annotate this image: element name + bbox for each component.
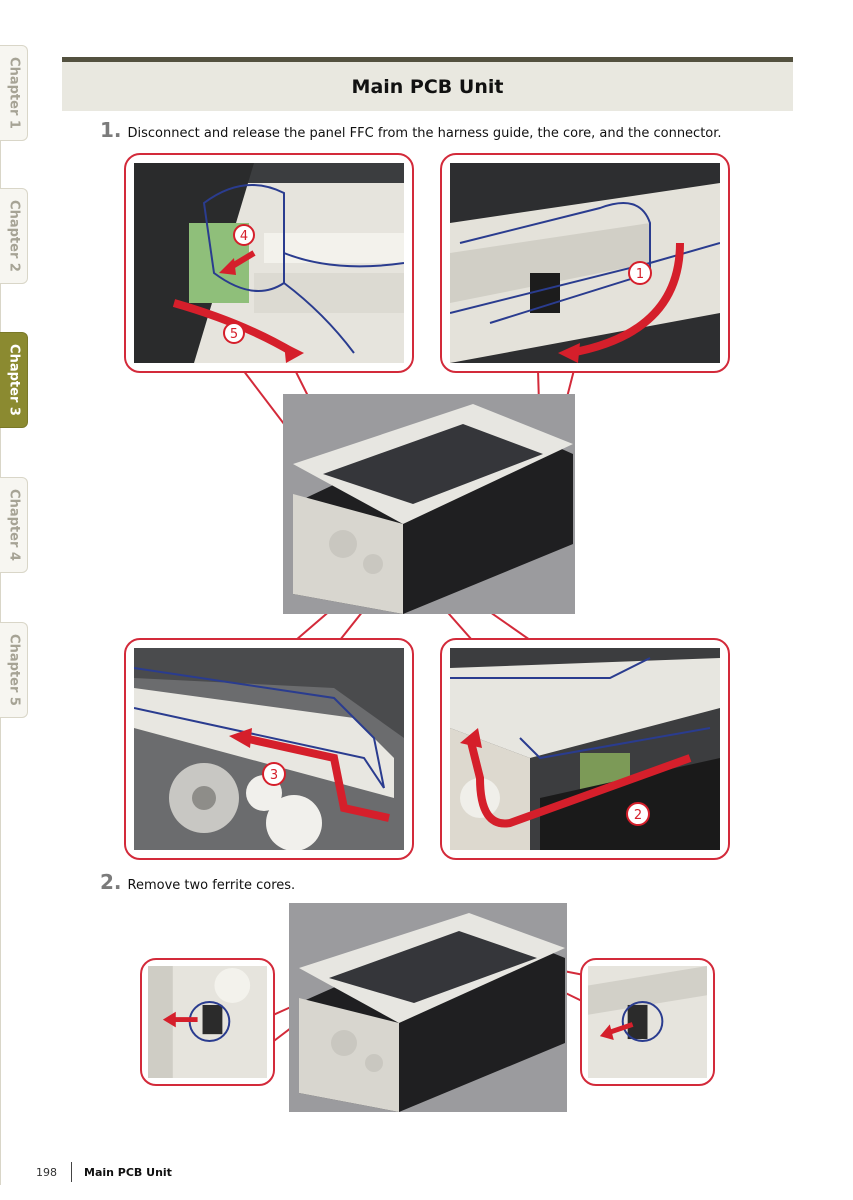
callout-2: 2 [633, 808, 643, 823]
step-text: Remove two ferrite cores. [127, 878, 296, 893]
tab-label: Chapter 2 [6, 200, 21, 272]
step-1 [100, 118, 722, 142]
photo-detail-core [124, 638, 414, 860]
tab-chapter-4[interactable] [0, 477, 28, 573]
tab-chapter-2[interactable] [0, 188, 28, 284]
photo-detail-harness-guide [440, 153, 730, 373]
step-text: Disconnect and release the panel FFC from the harness guide, the core, and the connector. [127, 126, 722, 141]
page-header [62, 62, 793, 111]
step-number: 1. [100, 118, 122, 142]
tab-chapter-3[interactable] [0, 332, 28, 428]
footer-divider [71, 1162, 72, 1182]
photo-ferrite-core-right [580, 958, 715, 1086]
photo-printer-overview [283, 394, 575, 614]
callout-3: 3 [269, 768, 279, 783]
callout-5: 5 [229, 327, 239, 342]
photo-detail-connector [124, 153, 414, 373]
page-number: 198 [36, 1165, 57, 1179]
footer-section-title: Main PCB Unit [84, 1165, 172, 1179]
tab-label: Chapter 4 [6, 489, 21, 561]
step-2 [100, 870, 295, 894]
photo-ferrite-core-left [140, 958, 275, 1086]
page-title: Main PCB Unit [351, 75, 504, 98]
step-number: 2. [100, 870, 122, 894]
tab-label: Chapter 3 [6, 344, 21, 416]
tab-label: Chapter 5 [6, 634, 21, 706]
callout-4: 4 [239, 229, 249, 244]
tab-label: Chapter 1 [6, 57, 21, 129]
callout-1: 1 [635, 267, 645, 282]
tab-chapter-5[interactable] [0, 622, 28, 718]
tab-chapter-1[interactable] [0, 45, 28, 141]
page-footer [36, 1162, 172, 1182]
photo-printer-overview-2 [289, 903, 567, 1112]
photo-detail-pcb [440, 638, 730, 860]
